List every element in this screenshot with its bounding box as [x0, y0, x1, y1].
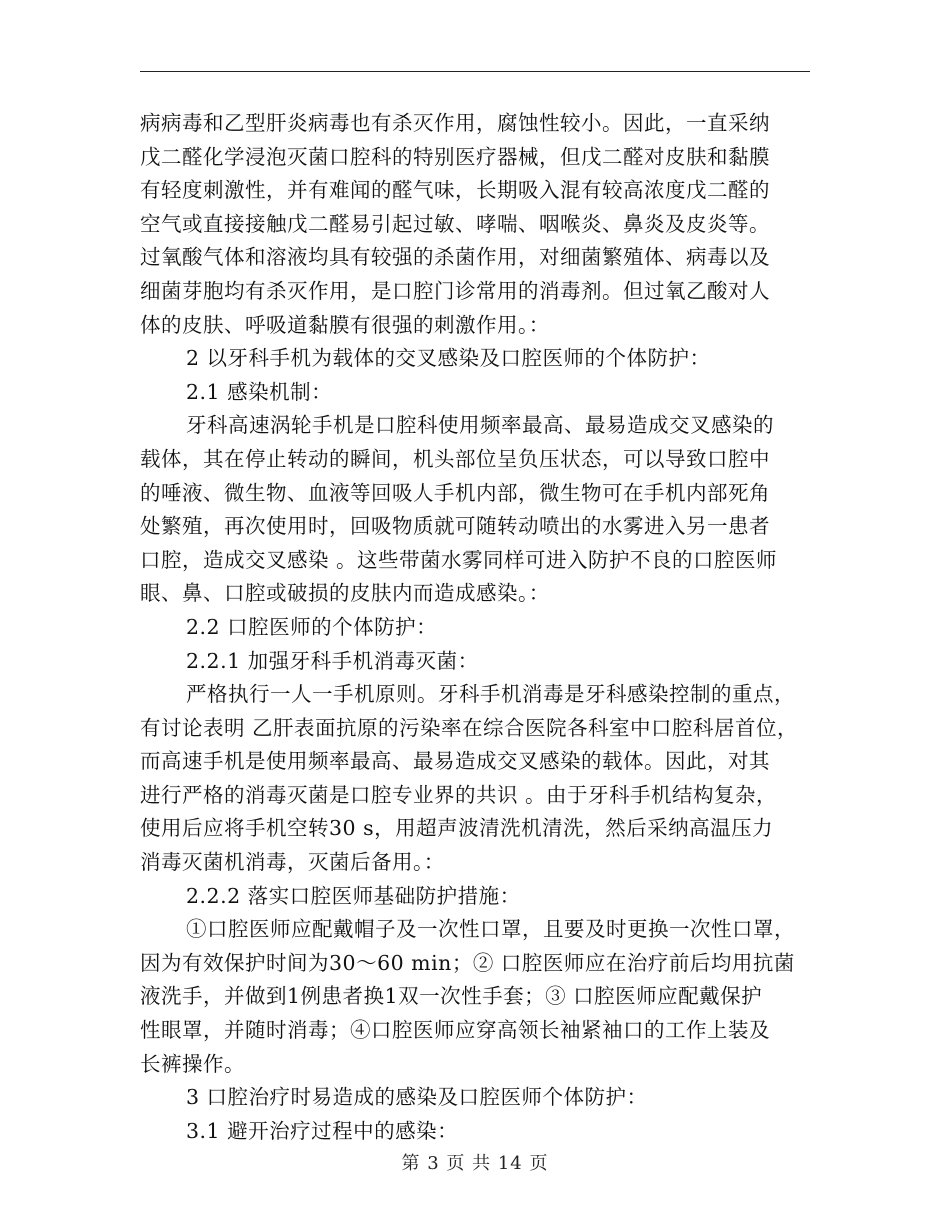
text-line: 体的皮肤、呼吸道黏膜有很强的刺激作用。：: [140, 312, 550, 337]
subsection-heading: 3.1 避开治疗过程中的感染：: [186, 1118, 459, 1143]
text-line: 空气或直接接触戊二醛易引起过敏、哮喘、咽喉炎、鼻炎及皮炎等。: [140, 211, 770, 236]
text-line: 眼、鼻、口腔或破损的皮肤内而造成感染。：: [140, 581, 550, 606]
text-line: 进行严格的消毒灭菌是口腔专业界的共识 。由于牙科手机结构复杂，: [140, 782, 778, 807]
subsection-heading: 2.2 口腔医师的个体防护：: [186, 614, 438, 639]
text-line: 载体，其在停止转动的瞬间，机头部位呈负压状态，可以导致口腔中: [140, 446, 770, 471]
paragraph-first-line: 牙科高速涡轮手机是口腔科使用频率最高、最易造成交叉感染的: [186, 413, 774, 438]
subsection-heading: 2.2.1 加强牙科手机消毒灭菌：: [186, 648, 479, 673]
text-line: 过氧酸气体和溶液均具有较强的杀菌作用，对细菌繁殖体、病毒以及: [140, 245, 770, 270]
text-line: 使用后应将手机空转30 s，用超声波清洗机清洗，然后采纳高温压力: [140, 816, 774, 841]
text-line: 病病毒和乙型肝炎病毒也有杀灭作用，腐蚀性较小。因此，一直采纳: [140, 111, 770, 135]
text-line: 液洗手，并做到1例患者换1双一次性手套；③ 口腔医师应配戴保护: [140, 984, 763, 1009]
text-line: 而高速手机是使用频率最高、最易造成交叉感染的载体。因此，对其: [140, 749, 770, 774]
section-heading: 3 口腔治疗时易造成的感染及口腔医师个体防护：: [186, 1085, 648, 1110]
text-line: 的唾液、微生物、血液等回吸人手机内部，微生物可在手机内部死角: [140, 480, 770, 505]
section-heading: 2 以牙科手机为载体的交叉感染及口腔医师的个体防护：: [186, 346, 711, 371]
text-line: 口腔，造成交叉感染 。这些带菌水雾同样可进入防护不良的口腔医师: [140, 547, 778, 572]
text-line: 因为有效保护时间为30～60 min；② 口腔医师应在治疗前后均用抗菌: [140, 950, 795, 975]
subsection-heading: 2.2.2 落实口腔医师基础防护措施：: [186, 883, 521, 908]
page-number-footer: 第 3 页 共 14 页: [401, 1153, 549, 1174]
subsection-heading: 2.1 感染机制：: [186, 379, 333, 404]
header-rule: [140, 71, 810, 72]
body-text: [140, 107, 816, 1148]
text-line: 性眼罩，并随时消毒；④口腔医师应穿高领长袖紧袖口的工作上装及: [140, 1018, 770, 1043]
text-line: 细菌芽胞均有杀灭作用，是口腔门诊常用的消毒剂。但过氧乙酸对人: [140, 278, 770, 303]
text-line: 处繁殖，再次使用时，回吸物质就可随转动喷出的水雾进入另一患者: [140, 514, 770, 539]
text-line: 长裤操作。: [140, 1051, 245, 1076]
paragraph-first-line: ①口腔医师应配戴帽子及一次性口罩，且要及时更换一次性口罩，: [186, 917, 795, 942]
text-line: 有轻度刺激性，并有难闻的醛气味，长期吸入混有较高浓度戊二醛的: [140, 178, 770, 203]
text-line: 戊二醛化学浸泡灭菌口腔科的特别医疗器械，但戊二醛对皮肤和黏膜: [140, 144, 770, 169]
text-line: 有讨论表明 乙肝表面抗原的污染率在综合医院各科室中口腔科居首位，: [140, 715, 799, 740]
text-line: 消毒灭菌机消毒，灭菌后备用。：: [140, 850, 445, 875]
paragraph-first-line: 严格执行一人一手机原则。牙科手机消毒是牙科感染控制的重点，: [186, 682, 795, 707]
